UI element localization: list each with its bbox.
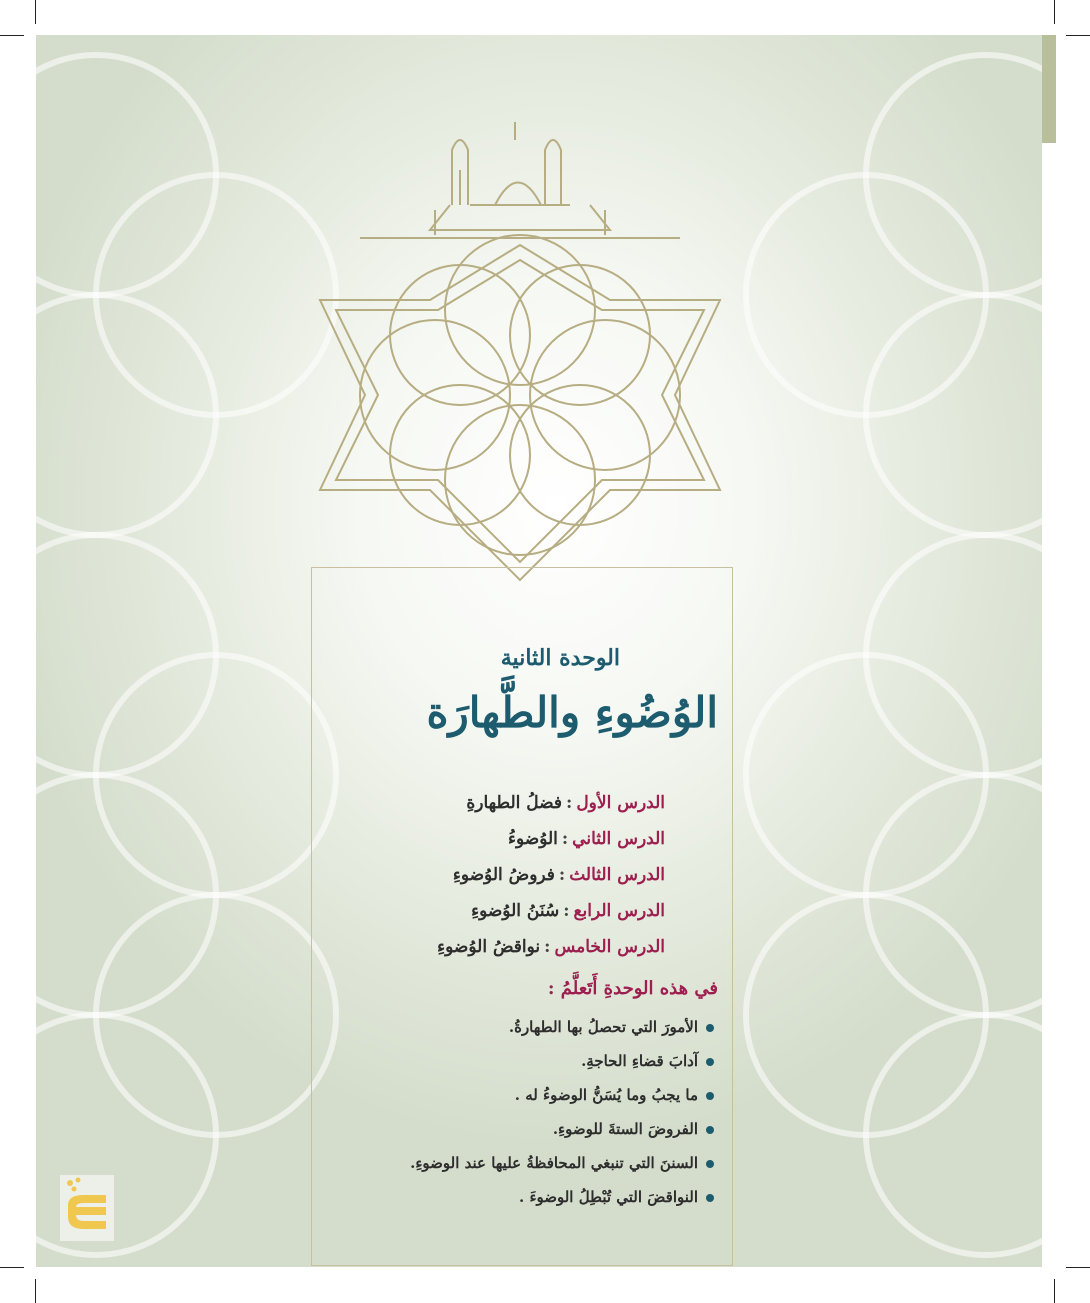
crop-mark [0,35,24,36]
lesson-label: الدرس الأول [576,793,665,813]
lesson-item: الدرس الثالث:فروضُ الوُضوءِ [452,865,665,885]
lesson-item: الدرس الخامس:نواقضُ الوُضوءِ [437,937,665,957]
crop-mark [1054,0,1055,24]
unit-label: الوحدة الثانية [500,645,620,671]
lesson-item: الدرس الرابع:سُنَنُ الوُضوءِ [471,901,665,921]
learning-goal: السننَ التي تنبغي المحافظةُ عليها عند الوضوءِ. [320,1146,714,1180]
lesson-label: الدرس الثالث [569,865,665,885]
logo-icon [60,1175,114,1241]
lesson-name: نواقضُ الوُضوءِ [437,937,541,957]
lesson-label: الدرس الثاني [572,829,665,849]
bullet-icon [706,1058,714,1066]
bullet-icon [706,1024,714,1032]
learning-goal: الفروضَ الستةَ للوضوءِ. [320,1112,714,1146]
lesson-name: سُنَنُ الوُضوءِ [471,901,560,921]
bullet-icon [706,1160,714,1168]
unit-title: الوُضُوءِ والطَّهارَة [426,688,718,737]
lesson-name: فضلُ الطهارةِ [466,793,563,813]
crop-mark [1054,1279,1055,1303]
lesson-item: الدرس الأول:فضلُ الطهارةِ [466,793,665,813]
learning-heading: في هذه الوحدةِ أَتَعلَّمُ : [547,978,718,999]
learning-goal: ما يجبُ وما يُسَنُّ الوضوءُ له . [320,1078,714,1112]
lesson-label: الدرس الرابع [573,901,665,921]
crop-mark [35,1279,36,1303]
learning-goal: الأمورَ التي تحصلُ بها الطهارةُ. [320,1010,714,1044]
lesson-label: الدرس الخامس [554,937,665,957]
lesson-item: الدرس الثاني:الوُضوءُ [507,829,665,849]
lesson-list [360,785,665,965]
mosque-star-ornament [300,110,740,630]
bullet-icon [706,1092,714,1100]
crop-mark [0,1267,24,1268]
bullet-icon [706,1194,714,1202]
bullet-icon [706,1126,714,1134]
lesson-name: فروضُ الوُضوءِ [452,865,555,885]
crop-mark [35,0,36,24]
learning-goal: آدابَ قضاءِ الحاجةِ. [320,1044,714,1078]
lesson-name: الوُضوءُ [507,829,558,849]
crop-mark [1066,1267,1090,1268]
crop-mark [1066,35,1090,36]
page-edge-tab [1042,35,1056,143]
publisher-logo [60,1175,114,1241]
learning-goal: النواقضَ التي تُبْطِلُ الوضوءَ . [320,1180,714,1214]
learning-goals-list [320,1010,714,1214]
